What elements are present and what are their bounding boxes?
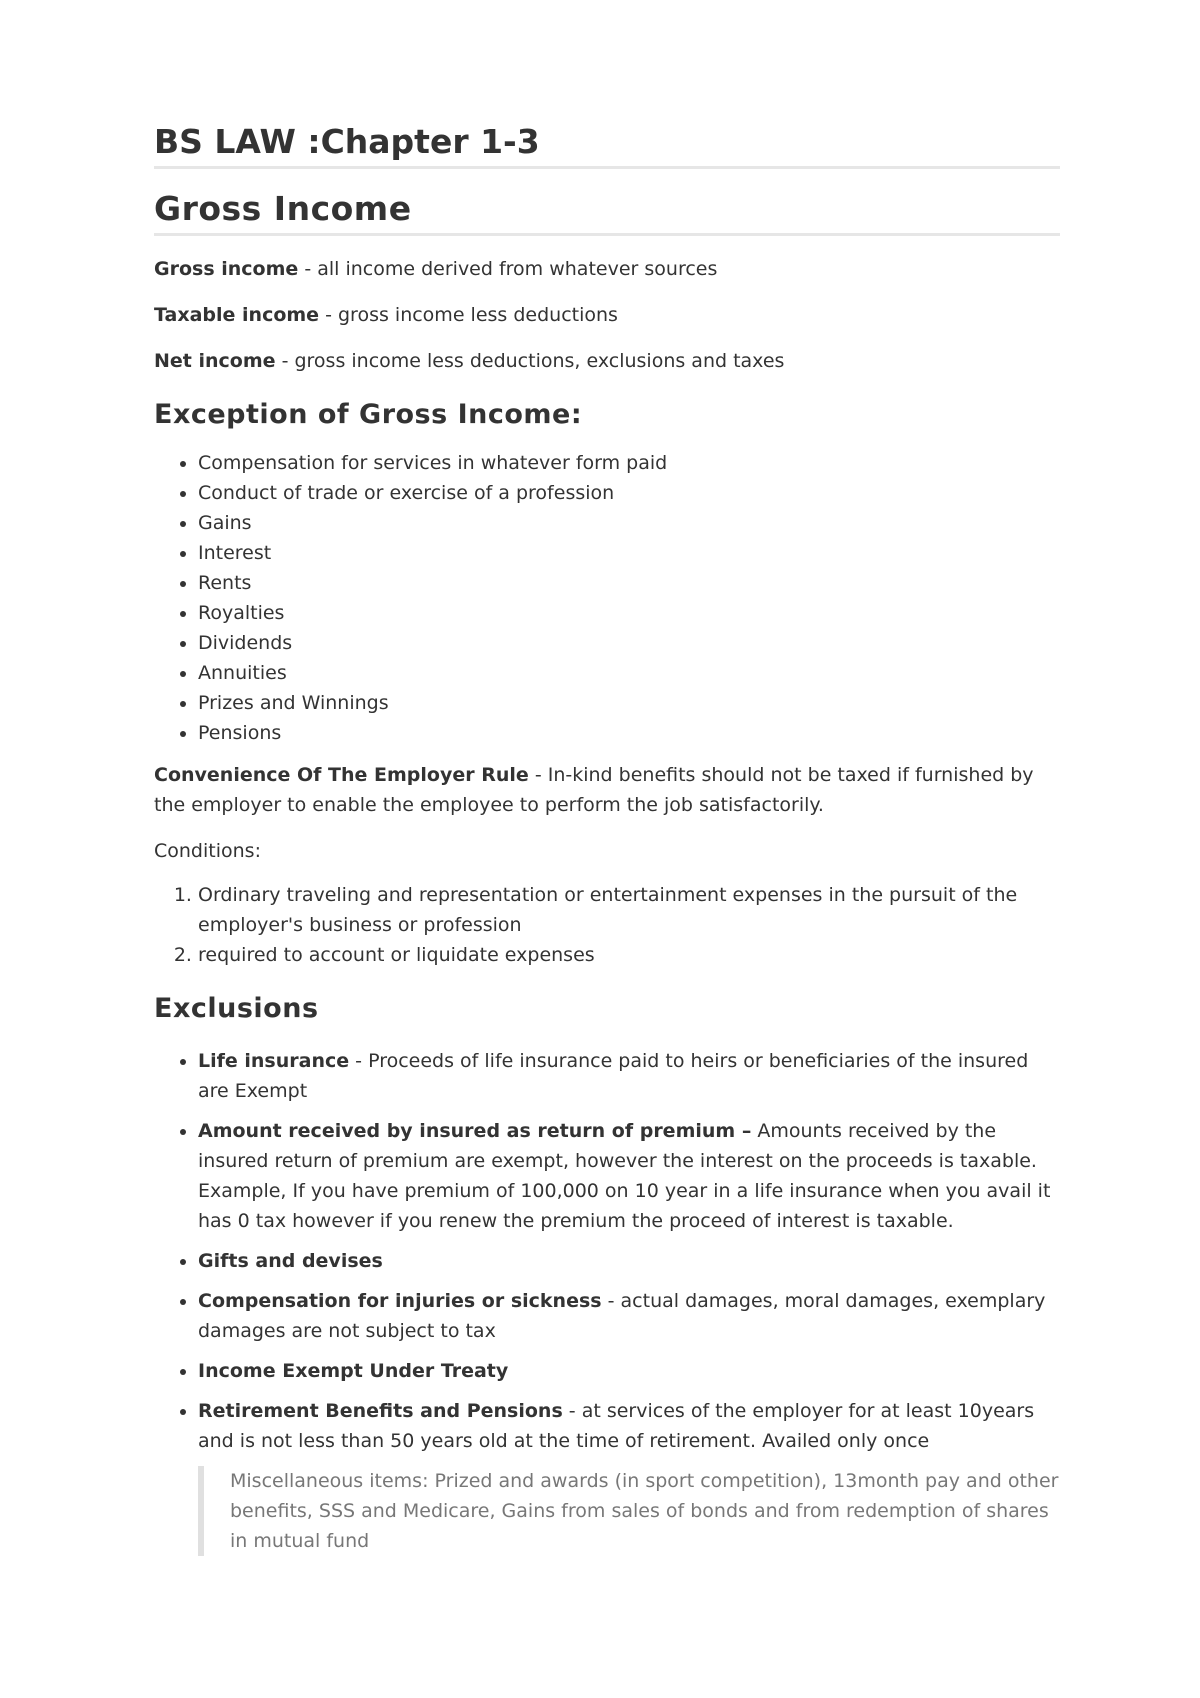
list-item: • Pensions: [198, 718, 1060, 748]
list-item: • Rents: [198, 568, 1060, 598]
term-label: Net income: [154, 350, 276, 372]
document-title: BS LAW :Chapter 1-3: [154, 122, 1060, 169]
list-item: [198, 1356, 1060, 1386]
definition-gross-income: [154, 254, 1060, 284]
list-item: • Gains: [198, 508, 1060, 538]
definition-text: - In-kind benefits should not be taxed if furnished by the employer to enable the employee to perform the job satisfactorily.: [154, 764, 1034, 816]
term-label: Gifts and devises: [198, 1250, 383, 1272]
term-label: Retirement Benefits and Pensions: [198, 1400, 563, 1422]
list-item: • Royalties: [198, 598, 1060, 628]
term-label: Gross income: [154, 258, 299, 280]
heading-gross-income: Gross Income: [154, 189, 1060, 236]
list-item: • Dividends: [198, 628, 1060, 658]
definition-text: - gross income less deductions, exclusions and taxes: [275, 350, 785, 372]
term-label: Compensation for injuries or sickness: [198, 1290, 602, 1312]
employer-rule-paragraph: [154, 760, 1060, 820]
term-label: Convenience Of The Employer Rule: [154, 764, 529, 786]
definition-net-income: [154, 346, 1060, 376]
definition-text: Amounts received by the insured return of premium are exempt, however the interest on the proceeds is taxable. Example, If you have premium of 100,000 on 10 year in a life insurance when you avail it has 0 tax however if you renew the premium the proceed of interest is taxable.: [198, 1120, 1051, 1232]
definition-taxable-income: [154, 300, 1060, 330]
conditions-list: [154, 880, 1060, 970]
list-item: • Conduct of trade or exercise of a profession: [198, 478, 1060, 508]
term-label: Income Exempt Under Treaty: [198, 1360, 509, 1382]
definition-text: - Proceeds of life insurance paid to heirs or beneficiaries of the insured are Exempt: [198, 1050, 1029, 1102]
list-item: [198, 1246, 1060, 1276]
definition-text: - at services of the employer for at least 10years and is not less than 50 years old at the time of retirement. Availed only once: [198, 1400, 1035, 1452]
definition-text: - gross income less deductions: [319, 304, 618, 326]
list-item: • Annuities: [198, 658, 1060, 688]
definition-text: - all income derived from whatever sources: [298, 258, 718, 280]
exclusions-list: [154, 1046, 1060, 1456]
list-item: [198, 1286, 1060, 1346]
list-item: [198, 1116, 1060, 1236]
list-item: • Compensation for services in whatever form paid: [198, 448, 1060, 478]
definition-text: - actual damages, moral damages, exemplary damages are not subject to tax: [198, 1290, 1046, 1342]
list-item: • Prizes and Winnings: [198, 688, 1060, 718]
list-item: [198, 1046, 1060, 1106]
conditions-label: Conditions:: [154, 840, 261, 862]
term-label: Taxable income: [154, 304, 320, 326]
list-item: 2. required to account or liquidate expenses: [198, 940, 1060, 970]
heading-exception-gross-income: Exception of Gross Income:: [154, 399, 583, 430]
list-item: [198, 1396, 1060, 1456]
term-label: Life insurance: [198, 1050, 350, 1072]
blockquote-miscellaneous: Miscellaneous items: Prized and awards (in sport competition), 13month pay and other benefits, SSS and Medicare, Gains from sales of bonds and from redemption of shares in mutual fund: [198, 1466, 1060, 1556]
term-label: Amount received by insured as return of premium –: [198, 1120, 752, 1142]
list-item: 1. Ordinary traveling and representation or entertainment expenses in the pursuit of the employer's business or profession: [198, 880, 1060, 940]
document-content: [154, 122, 1060, 1556]
list-item: • Interest: [198, 538, 1060, 568]
income-sources-list: [154, 448, 1060, 748]
heading-exclusions: Exclusions: [154, 993, 319, 1024]
